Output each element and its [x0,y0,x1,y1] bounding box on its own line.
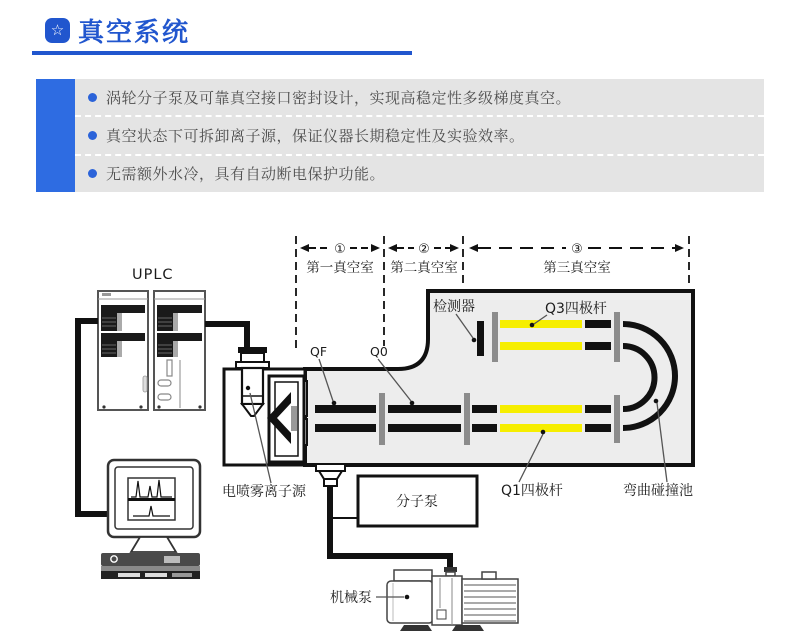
detector-label: 检测器 [433,299,475,315]
lens-bar [379,393,385,445]
feature-panel [36,79,764,192]
monitor [108,460,200,552]
feature-text: 涡轮分子泵及可靠真空接口密封设计，实现高稳定性多级梯度真空。 [106,88,572,107]
spectrum-screen [128,478,175,520]
arrow-left-icon [388,244,397,252]
arrow-right-icon [371,244,380,252]
monitor-stand [131,537,176,552]
lens-bar [614,312,620,362]
chamber3-label: 第三真空室 [543,260,611,276]
feature-text: 无需额外水冷，具有自动断电保护功能。 [106,165,386,184]
molecular-pump-label: 分子泵 [396,494,438,510]
qf-rods [315,405,376,413]
arrow-left-icon [469,244,478,252]
mechanical-pump-label: 机械泵 [330,590,372,606]
section-arrows [300,244,684,252]
feature-text: 真空状态下可拆卸离子源，保证仪器长期稳定性及实验效率。 [106,126,525,145]
uplc-module-left [98,291,148,410]
uplc-module-right [154,291,205,410]
pc-tower [101,553,200,579]
q3-label: Q3四极杆 [545,301,607,317]
section-number-3: ③ [571,242,583,257]
lens-bar [492,312,498,362]
q0-rods [388,405,461,413]
q1-label: Q1四极杆 [501,483,563,499]
section-number-2: ② [418,242,430,257]
page-title: 真空系统 [78,18,191,48]
q3-quadrupole-rods [500,320,582,328]
esi-source-housing [224,369,307,465]
section-number-1: ① [334,242,346,257]
source-backing-port [316,464,345,486]
lens-bar [614,395,620,443]
star-badge-icon: ☆ [45,18,70,43]
uplc-to-source-line [205,324,247,347]
qf-label: QF [310,344,328,359]
collision-cell-label: 弯曲碰撞池 [623,483,693,499]
bullet-dot-icon [88,93,97,102]
esi-source-label: 电喷雾离子源 [222,484,306,500]
feature-list [75,79,764,192]
q1-quadrupole-rods [500,405,582,413]
bullet-dot-icon [88,169,97,178]
feature-item [75,79,764,117]
feature-item [75,117,764,155]
arrow-right-icon [450,244,459,252]
vacuum-system-diagram [0,230,800,635]
bullet-dot-icon [88,131,97,140]
chamber2-label: 第二真空室 [390,260,458,276]
section-header [45,12,190,49]
feature-item [75,156,764,192]
arrow-right-icon [675,244,684,252]
arrow-left-icon [300,244,309,252]
header-underline [32,51,412,55]
q0-label: Q0 [370,344,388,359]
vacuum-chamber-outline [305,291,693,465]
uplc-label: UPLC [132,267,174,283]
chamber1-label: 第一真空室 [306,260,374,276]
detector-plate [477,321,484,356]
feature-panel-accent-bar [36,79,75,192]
lens-bar [464,393,470,445]
